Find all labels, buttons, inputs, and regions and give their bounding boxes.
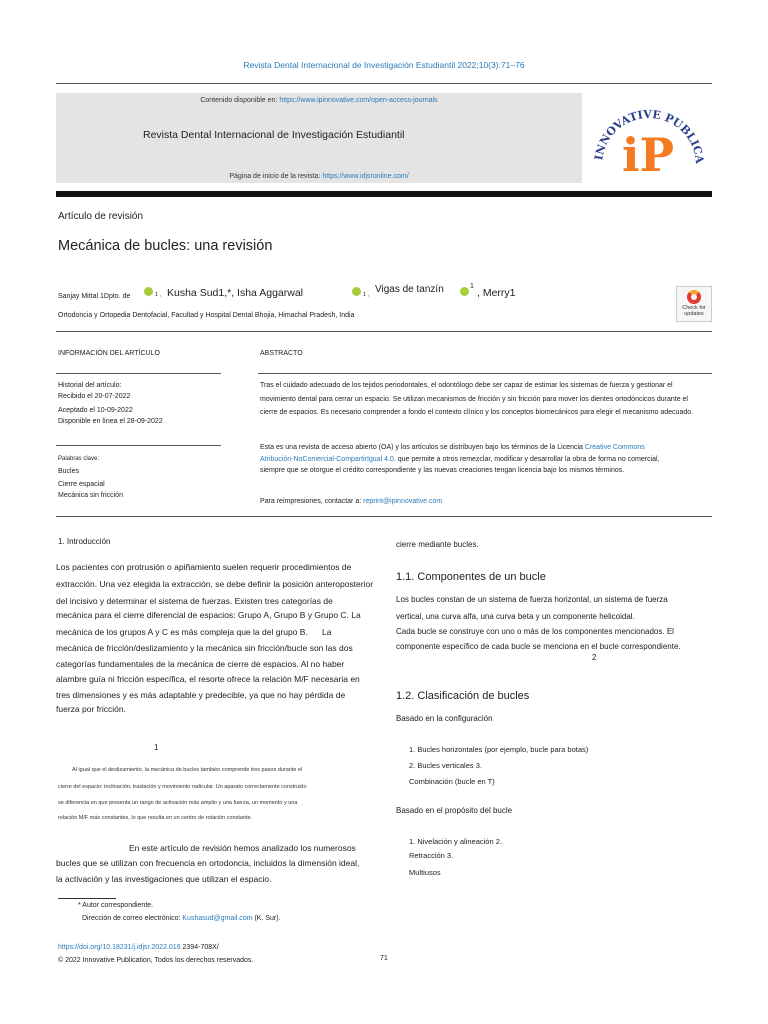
license-link[interactable]: Atribución-NoComercial-CompartirIgual 4.0.: [260, 456, 396, 463]
check-for-updates-badge[interactable]: [676, 286, 712, 322]
author-4: , Merry1: [477, 287, 516, 299]
keywords-heading: Palabras clave:: [58, 456, 100, 462]
orcid-icon[interactable]: [352, 287, 361, 296]
divider: [56, 331, 712, 332]
author-1: Sanjay Mittal 1Dpto. de: [58, 293, 131, 300]
section-heading-introduction: 1. Introducción: [58, 537, 111, 546]
check-updates-icon: [687, 290, 701, 304]
author-2: Kusha Sud1,*, Isha Aggarwal: [167, 287, 304, 299]
copyright: © 2022 Innovative Publication, Todos los derechos reservados.: [58, 957, 254, 964]
footnote-line: cierre del espacio: inclinación, traslación y movimiento radicular. Un aparato correctamente construido: [58, 784, 307, 790]
homepage-link[interactable]: https://www.idjsronline.com/: [322, 173, 409, 180]
body-line: cierre mediante bucles.: [396, 540, 479, 549]
publisher-logo: [588, 93, 712, 185]
subheading-purpose: Basado en el propósito del bucle: [396, 806, 513, 815]
section-heading-components: 1.1. Componentes de un bucle: [396, 571, 546, 583]
license-line: siempre que se otorgue el crédito correspondiente y las nuevas creaciones tengan licencia bajo los mismos términos.: [260, 467, 625, 474]
abstract-divider: [258, 373, 712, 374]
doi-line: [58, 944, 219, 951]
author-email-line: [82, 915, 281, 922]
article-type: Artículo de revisión: [58, 211, 144, 222]
body-line: mecánica de fricción/deslizamiento y la mecánica sin fricción/bucle son las dos: [56, 643, 353, 653]
body-line: mecánica de los grupos A y C es más compleja que la del grupo B. La: [56, 627, 332, 637]
article-title: Mecánica de bucles: una revisión: [58, 238, 273, 254]
keyword: Bucles: [58, 468, 80, 475]
history-label: Historial del artículo:: [58, 382, 122, 389]
abstract-line: Tras el cuidado adecuado de los tejidos periodontales, el odontólogo debe ser capaz de estimar los sistemas de fuerza y gestionar el: [260, 382, 673, 389]
footnote-marker: 2: [592, 653, 597, 662]
keywords-divider: [56, 445, 221, 446]
footnote-divider: [58, 898, 116, 899]
author-1-affil-sup: 1 ,: [155, 292, 162, 298]
section-heading-classification: 1.2. Clasificación de bucles: [396, 690, 530, 702]
license-line: [260, 456, 660, 463]
body-line: bucles que se utilizan con frecuencia en ortodoncia, incluidos la dimensión ideal,: [56, 858, 360, 868]
footnote-line: relación M/F más constantes, lo que resulta en un centro de rotación constante.: [58, 815, 253, 821]
footnote-marker: 1: [154, 743, 159, 752]
journal-citation: Revista Dental Internacional de Investigación Estudiantil 2022;10(3):71–76: [243, 60, 525, 70]
body-line: Los pacientes con protrusión o apiñamiento suelen requerir procedimientos de: [56, 562, 352, 572]
info-divider: [56, 373, 221, 374]
journal-masthead: [56, 93, 582, 183]
doi-link[interactable]: https://doi.org/10.18231/j.idjsr.2022.016: [58, 944, 181, 951]
divider: [56, 516, 712, 517]
top-divider: [56, 83, 712, 84]
list-item: Combinación (bucle en T): [409, 777, 495, 786]
corresponding-author-note: * Autor correspondiente.: [78, 902, 154, 909]
body-line: tres dimensiones y es más adaptable y predecible, ya que no hay pérdida de: [56, 690, 346, 700]
body-line: Cada bucle se construye con uno o más de los componentes mencionados. El: [396, 627, 674, 636]
reprint-email-link[interactable]: reprint@ipinnovative.com: [363, 498, 443, 505]
list-item: 1. Bucles horizontales (por ejemplo, bucle para botas): [409, 745, 589, 754]
body-line: vertical, una curva alfa, una curva beta y un componente helicoidal.: [396, 612, 635, 621]
history-received: Recibido el 20-07-2022: [58, 393, 131, 400]
header-thick-divider: [56, 191, 712, 197]
email-suffix: (K. Sur).: [252, 915, 281, 922]
author-3-affil-sup: 1: [470, 283, 474, 290]
list-item: Retracción 3.: [409, 851, 454, 860]
license-line: [260, 444, 645, 451]
body-line: extracción. Una vez elegida la extracción, se debe definir la posición anteroposterior: [56, 579, 374, 589]
abstract-heading: ABSTRACTO: [260, 350, 303, 357]
orcid-icon[interactable]: [460, 287, 469, 296]
email-prefix: Dirección de correo electrónico:: [82, 915, 183, 922]
reprint-line: [260, 498, 442, 505]
journal-title: Revista Dental Internacional de Investigación Estudiantil: [143, 129, 405, 141]
body-line: del incisivo y determinar el sistema de fuerzas. Existen tres categorías de: [56, 596, 333, 606]
body-line: alambre guía ni fricción específica, el resorte ofrece la relación M/F necesaria en: [56, 674, 360, 684]
body-line: componente específico de cada bucle se menciona en el bucle correspondiente.: [396, 642, 681, 651]
page-number: 71: [380, 955, 388, 962]
footnote-line: se diferencia en que presenta un rango de activación más amplio y una fuerza, un momento y una: [58, 800, 298, 806]
body-line: En este artículo de revisión hemos analizado los numerosos: [129, 843, 356, 853]
author-2-affil-sup: 1 ,: [363, 292, 370, 298]
license-link[interactable]: Creative Commons: [584, 444, 645, 451]
abstract-line: cierre de espacios. Es necesario comprender a fondo el contexto clínico y los conceptos biomecánicos para elegir el mecanismo adecuado.: [260, 409, 694, 416]
abstract-line: movimiento dental para cerrar un espacio. Se utilizan mecanismos de fricción y sin fricción para mover los dientes ortodóncicos durante el: [260, 396, 688, 403]
license-text: Esta es una revista de acceso abierto (OA) y los artículos se distribuyen bajo los términos de la Licencia: [260, 444, 585, 451]
keyword: Cierre espacial: [58, 481, 105, 488]
orcid-icon[interactable]: [144, 287, 153, 296]
footnote-line: Al igual que el deslizamiento, la mecánica de bucles también comprende tres pasos durante el: [72, 767, 303, 773]
body-line: la activación y las investigaciones que utilizan el espacio.: [56, 874, 272, 884]
body-line: fuerza por fricción.: [56, 704, 126, 714]
author-3: Vigas de tanzín: [375, 284, 444, 295]
article-info-heading: INFORMACIÓN DEL ARTÍCULO: [58, 350, 160, 357]
history-online: Disponible en línea el 28-09-2022: [58, 418, 163, 425]
author-email-link[interactable]: Kushasud@gmail.com: [182, 915, 253, 922]
reprint-text: Para reimpresiones, contactar a:: [260, 498, 364, 505]
list-item: 2. Bucles verticales 3.: [409, 761, 482, 770]
check-updates-label: Check for updates: [682, 305, 706, 317]
body-line: Los bucles constan de un sistema de fuerza horizontal, un sistema de fuerza: [396, 595, 668, 604]
keyword: Mecánica sin fricción: [58, 492, 123, 499]
affiliation: Ortodoncia y Ortopedia Dentofacial, Facultad y Hospital Dental Bhojia, Himachal Pradesh, India: [58, 312, 355, 319]
homepage-line: [56, 173, 582, 180]
available-prefix: Contenido disponible en:: [200, 97, 280, 104]
list-item: Multiusos: [409, 868, 441, 877]
body-line: categorías fundamentales de la mecánica de cierre de espacios. Al no haber: [56, 659, 345, 669]
license-text: que permite a otros remezclar, modificar y desarrollar la obra de forma no comercial,: [395, 456, 660, 463]
publisher-logo-graphic: [588, 93, 712, 185]
issn: 2394-708X/: [180, 944, 219, 951]
body-line: mecánica para el cierre diferencial de espacios: Grupo A, Grupo B y Grupo C. La: [56, 610, 361, 620]
history-accepted: Aceptado el 10-09-2022: [58, 407, 133, 414]
available-link[interactable]: https://www.ipinnovative.com/open-access-journals: [279, 97, 438, 104]
available-line: [56, 97, 582, 104]
list-item: 1. Nivelación y alineación 2.: [409, 837, 502, 846]
logo-arc-path: INNOVATIVE PUBLICA: [592, 107, 707, 164]
logo-letters: iP: [622, 128, 675, 182]
homepage-prefix: Página de inicio de la revista:: [229, 173, 323, 180]
subheading-configuration: Basado en la configuración: [396, 714, 493, 723]
